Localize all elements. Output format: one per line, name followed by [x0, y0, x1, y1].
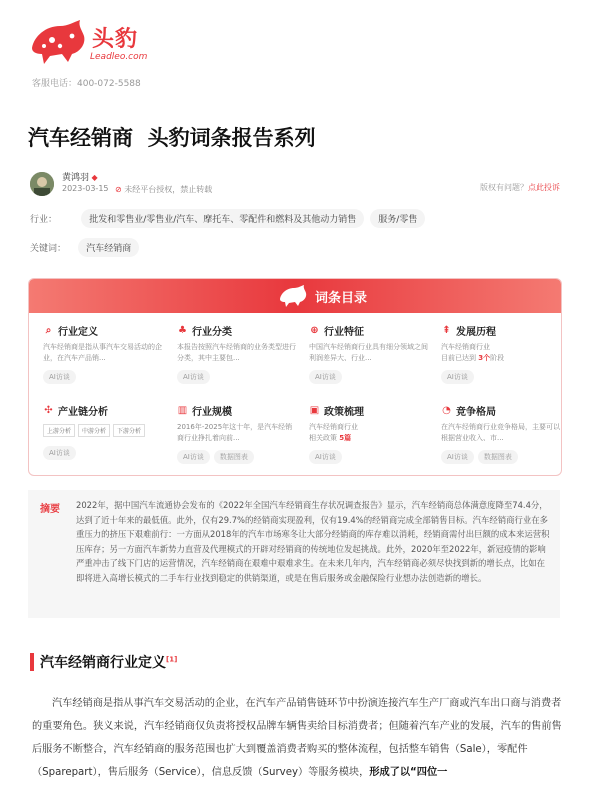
catalog-item-definition[interactable]: ⌕ 行业定义 汽车经销商是指从事汽车交易活动的企业，在汽车产品销... AI访谈: [43, 323, 163, 384]
brand-url: Leadleo.com: [90, 52, 148, 62]
report-complaint: 版权有问题？点此投诉: [480, 183, 560, 192]
copyright-notice: ⊘ 未经平台授权，禁止转载: [115, 185, 213, 194]
industry-label: 行业：: [30, 215, 58, 225]
verified-icon: ◆: [89, 173, 98, 182]
section-title: 汽车经销商行业定义[1]: [40, 655, 178, 671]
avatar[interactable]: [30, 172, 54, 196]
abstract-text: 2022年，据中国汽车流通协会发布的《2022年全国汽车经销商生存状况调查报告》显示，汽车经销商总体满意度降至74.4分，达到了近十年来的最低值。此外，仅有29.7%的经销商实现盈利，仅有19.4%的经销商完成全部销售目标。汽车经销商行业在多重压力的挤压下艰难前行：一方面从2018年的汽车市场寒冬让大部分经销商的库存难以消耗，经销商需付出巨额的成本来运营积压库存；另一方面汽车新势力直营及代理模式的开辟对经销商的传统地位发起挑战。此外，2020年至2022年，新冠疫情的影响严重冲击了线下门店的运营情况，汽车经销商在艰难中艰难求生。在未来几年内，汽车经销商必须尽快找到新的增长点，比如在即将进入高增长模式的二手车行业找到稳定的供销渠道，或是在售后服务或金融保险行业想办法创造新的增长。: [76, 500, 550, 583]
catalog-item-classification[interactable]: ♣ 行业分类 本报告按照汽车经销商的业务类型进行分类，其中主要包... AI访谈: [177, 323, 297, 384]
catalog-item-features[interactable]: ⊕ 行业特征 中国汽车经销商行业具有细分领域之间利润差异大、行业... AI访谈: [309, 323, 429, 384]
history-icon: ⇞: [442, 325, 451, 336]
data-chart-chip[interactable]: 数据图表: [214, 450, 254, 464]
policy-icon: ▣: [309, 405, 320, 416]
publish-date: 2023-03-15: [62, 184, 109, 193]
catalog-item-policy[interactable]: ▣ 政策梳理 汽车经销商行业 相关政策 5篇 AI访谈: [309, 403, 429, 464]
brand-name: 头豹: [92, 27, 139, 52]
catalog-title: 词条目录: [315, 291, 368, 306]
industry-tag[interactable]: 服务/零售: [370, 209, 425, 228]
ai-interview-chip[interactable]: AI访谈: [309, 370, 342, 384]
author-name[interactable]: 黄鸿羽 ◆: [62, 173, 98, 183]
ai-interview-chip[interactable]: AI访谈: [43, 370, 76, 384]
catalog-item-chain[interactable]: ✣ 产业链分析 上游分析 中游分析 下游分析 AI访谈: [43, 403, 163, 460]
pie-icon: ◔: [442, 405, 451, 416]
abstract-box: [28, 490, 560, 618]
keywords-row: [30, 236, 145, 257]
definition-paragraph: 汽车经销商是指从事汽车交易活动的企业，在汽车产品销售链环节中扮演连接汽车生产厂商或汽车出口商与消费者的重要角色。狭义来说，汽车经销商仅负责将授权品牌车辆售卖给目标消费者；但随着汽车产业的发展，汽车的售前售后服务不断整合，汽车经销商的服务范围也扩大到覆盖消费者购买的整体流程，包括整车销售（Sale），零配件（Sparepart），售后服务（Service），信息反馈（Survey）等服务模块，形成了以“四位一: [32, 698, 562, 778]
keyword-tag[interactable]: 汽车经销商: [78, 238, 139, 257]
section-marker: [30, 653, 34, 671]
upstream-chip[interactable]: 上游分析: [43, 424, 75, 437]
ai-interview-chip[interactable]: AI访谈: [43, 446, 76, 460]
ai-interview-chip[interactable]: AI访谈: [177, 370, 210, 384]
reference-link[interactable]: [1]: [166, 655, 178, 664]
leopard-logo-icon: [277, 284, 309, 308]
chain-icon: ✣: [44, 405, 53, 416]
page-title: 汽车经销商 头豹词条报告系列: [28, 126, 316, 150]
midstream-chip[interactable]: 中游分析: [78, 424, 110, 437]
ai-interview-chip[interactable]: AI访谈: [441, 370, 474, 384]
abstract-label: 摘要: [40, 504, 60, 515]
catalog-panel: [28, 278, 562, 476]
ai-interview-chip[interactable]: AI访谈: [177, 450, 210, 464]
bar-chart-icon: ▥: [177, 405, 188, 416]
industry-tag[interactable]: 批发和零售业/零售业/汽车、摩托车、零配件和燃料及其他动力销售: [81, 209, 364, 228]
downstream-chip[interactable]: 下游分析: [113, 424, 145, 437]
ai-interview-chip[interactable]: AI访谈: [309, 450, 342, 464]
complaint-link[interactable]: 点此投诉: [528, 183, 560, 192]
feature-icon: ⊕: [310, 325, 319, 336]
catalog-item-history[interactable]: ⇞ 发展历程 汽车经销商行业 目前已达到 3个阶段 AI访谈: [441, 323, 561, 384]
catalog-item-competition[interactable]: ◔ 竞争格局 在汽车经销商行业竞争格局，主要可以根据营业收入、市... AI访谈 数据图表: [441, 403, 561, 464]
catalog-item-scale[interactable]: ▥ 行业规模 2016年-2025年这十年，是汽车经销商行业挣扎着向前... AI访谈 数据图表: [177, 403, 297, 464]
warning-icon: ⊘: [115, 185, 122, 194]
ai-interview-chip[interactable]: AI访谈: [441, 450, 474, 464]
service-phone: 客服电话：400-072-5588: [32, 79, 141, 89]
data-chart-chip[interactable]: 数据图表: [478, 450, 518, 464]
search-doc-icon: ⌕: [45, 325, 52, 336]
catalog-header: [29, 279, 561, 313]
industry-row: [30, 207, 431, 228]
keywords-label: 关键词：: [30, 244, 67, 254]
hierarchy-icon: ♣: [178, 325, 187, 336]
leopard-logo-icon: [28, 18, 88, 66]
